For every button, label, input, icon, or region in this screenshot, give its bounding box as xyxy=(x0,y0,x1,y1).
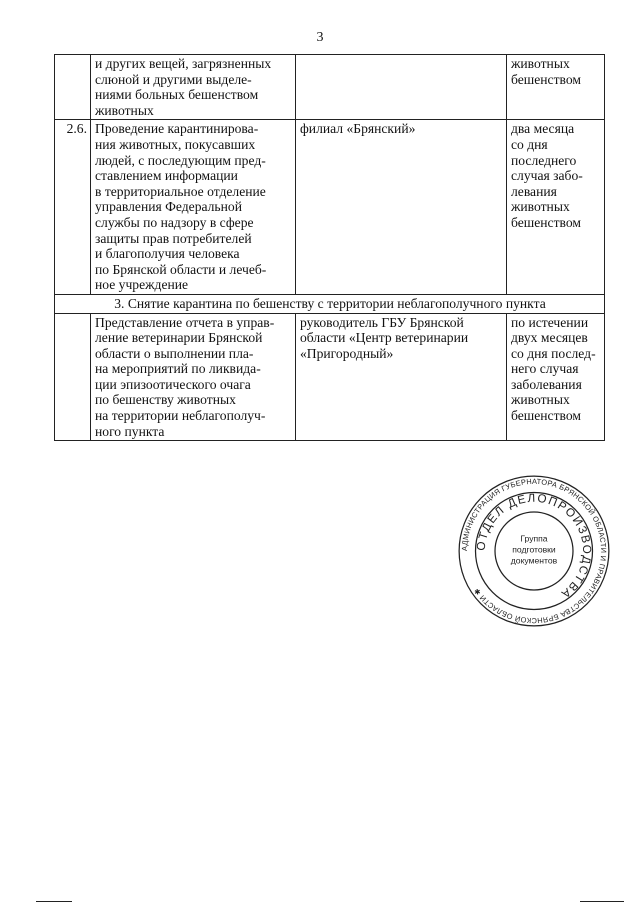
row-number xyxy=(55,55,91,120)
deadline-cell: животных бешенством xyxy=(507,55,605,120)
footer-line xyxy=(580,901,624,902)
responsible-cell: руководитель ГБУ Брянской области «Центр ветеринарии «Пригородный» xyxy=(296,313,507,441)
responsible-cell xyxy=(296,55,507,120)
section-heading: 3. Снятие карантина по бешенству с территории неблагополучного пункта xyxy=(55,294,605,313)
action-cell: и других вещей, загрязненных слюной и другими выделе- ниями больных бешенством животных xyxy=(91,55,296,120)
table-row xyxy=(55,120,605,295)
deadline-cell: по истечении двух месяцев со дня послед- него случая заболевания животных бешенством xyxy=(507,313,605,441)
svg-text:Группаподготовкидокументов: Группа подготовки документов xyxy=(510,533,558,566)
action-cell: Представление отчета в управ- ление ветеринарии Брянской области о выполнении пла- на мероприятий по ликвида- ции эпизоотического очага по бешенству животных на территории неблагополуч- ного пункта xyxy=(91,313,296,441)
official-stamp xyxy=(456,473,612,629)
svg-text:АДМИНИСТРАЦИЯ ГУБЕРНАТОРА БРЯН: АДМИНИСТРАЦИЯ ГУБЕРНАТОРА БРЯНСКОЙ ОБЛАСТИ И ПРАВИТЕЛЬСТВА БРЯНСКОЙ ОБЛАСТИ ✱ xyxy=(459,476,609,626)
svg-text:ОТДЕЛ ДЕЛОПРОИЗВОДСТВА: ОТДЕЛ ДЕЛОПРОИЗВОДСТВА xyxy=(474,491,594,602)
section-heading-row xyxy=(55,294,605,313)
table-row xyxy=(55,55,605,120)
table-row xyxy=(55,313,605,441)
measures-table xyxy=(54,54,605,441)
row-number: 2.6. xyxy=(55,120,91,295)
row-number xyxy=(55,313,91,441)
footer-line xyxy=(36,901,72,902)
page-number: 3 xyxy=(316,30,324,45)
deadline-cell: два месяца со дня последнего случая забо- левания животных бешенством xyxy=(507,120,605,295)
action-cell: Проведение карантинирова- ния животных, покусавших людей, с последующим пред- ставлением информации в территориальное отделение управления Федеральной службы по надзору в сфере защиты прав потребителей и благополучия человека по Брянской области и лечеб- ное учреждение xyxy=(91,120,296,295)
responsible-cell: филиал «Брянский» xyxy=(296,120,507,295)
